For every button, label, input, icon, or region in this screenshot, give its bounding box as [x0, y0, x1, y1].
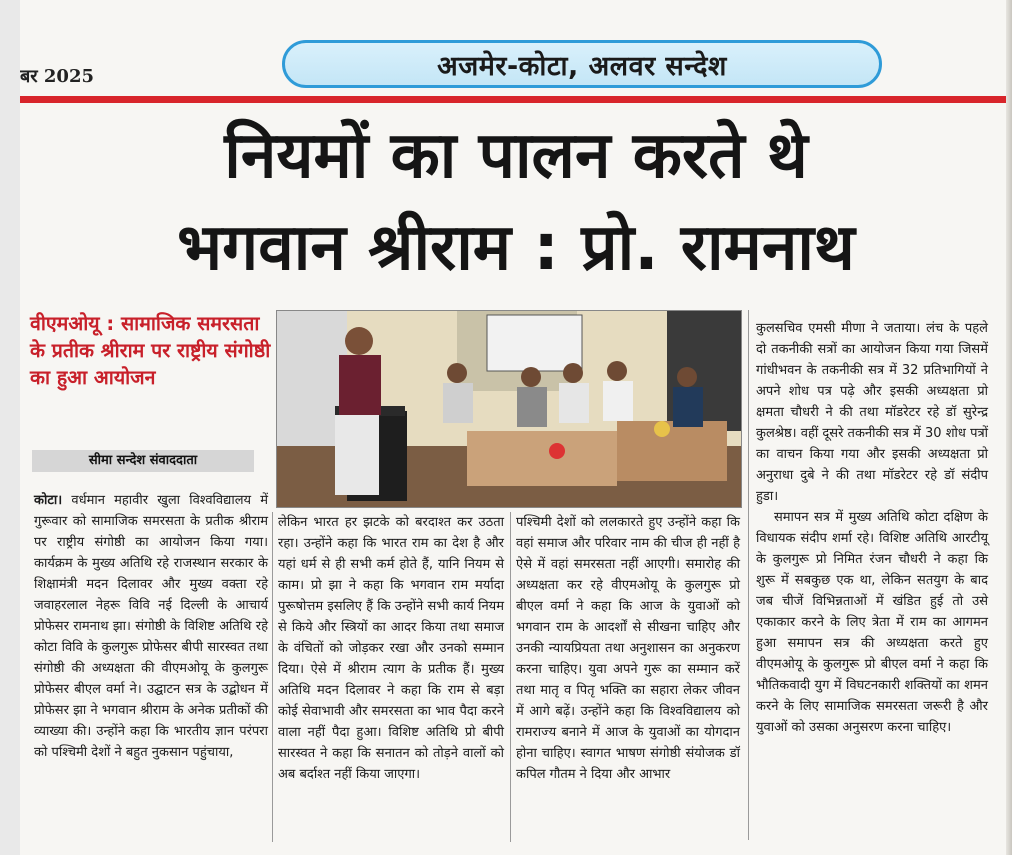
- column-3-text: पश्चिमी देशों को ललकारते हुए उन्होंने कहा कि वहां समाज और परिवार नाम की चीज ही नहीं है ऐसे में वहां समरसता नहीं आएगी। समारोह की अध्यक्षता कर रहे वीएमओयू के कुलगुरू प्रो बीएल वर्मा ने कहा कि आज के युवाओं को भगवान राम के आदर्शों से सीखना चाहिए और उनकी न्यायप्रियता तथा अनुशासन का अनुकरण करना चाहिए। युवा अपने गुरू का सम्मान करें तथा मातृ व पितृ भक्ति का सहारा लेकर जीवन में आगे बढ़ें। उन्होंने कहा कि विश्वविद्यालय को रामराज्य बनाने में आज के युवाओं का योगदान होना चाहिए। स्वागत भाषण संगोष्ठी संयोजक डॉ कपिल गौतम ने दिया और आभार: [516, 515, 740, 782]
- subheadline: वीएमओयू : सामाजिक समरसता के प्रतीक श्रीराम पर राष्ट्रीय संगोष्ठी का हुआ आयोजन: [30, 312, 271, 389]
- column-4-text-2: समापन सत्र में मुख्य अतिथि कोटा दक्षिण के विधायक संदीप शर्मा रहे। विशिष्ट अतिथि आरटीयू के कुलगुरू प्रो निमित रंजन चौधरी ने कहा कि शुरू में सबकुछ एक था, लेकिन सतयुग के बाद जब चीजें विभिन्नताओं में खंडित हुई तो उसे एकाकार करने के लिए त्रेता में राम का आगमन हुआ समापन सत्र की अध्यक्षता करते हुए वीएमओयू के कुलगुरू प्रो बीएल वर्मा ने कहा कि भौतिकवादी युग में विघटनकारी शक्तियों का शमन करने के लिए सामाजिक समरसता जरूरी है और युवाओं को उसका अनुसरण करना चाहिए।: [756, 510, 988, 735]
- column-2-text: लेकिन भारत हर झटके को बरदाश्त कर उठता रहा। उन्होंने कहा कि भारत राम का देश है और यहां धर्म से ही सभी कर्म होते हैं, यानि नियम से काम। प्रो झा ने कहा कि भगवान राम मर्यादा पुरूषोत्तम इसलिए हैं कि उन्होंने सभी कार्य नियम से किये और स्त्रियों का आदर किया तथा समाज के वंचितों को जोड़कर रखा और उनको सम्मान दिया। ऐसे में श्रीराम त्याग के प्रतीक हैं। मुख्य अतिथि मदन दिलावर ने कहा कि राम से बड़ा कोई सेवाभावी और समरसता का भाव पैदा करने वाला नहीं पैदा हुआ। विशिष्ट अतिथि प्रो बीपी सारस्वत ने कहा कि सनातन को तोड़ने वालों को अब बर्दाश्त नहीं किया जाएगा।: [278, 515, 504, 782]
- column-4-text: कुलसचिव एमसी मीणा ने जताया। लंच के पहले दो तकनीकी सत्रों का आयोजन किया गया जिसमें गांधीभवन के तकनीकी सत्र में 32 प्रतिभागियों ने अपने शोध पत्र पढ़े और इसकी अध्यक्षता प्रो क्षमता चौधरी ने की तथा मॉडरेटर रहे डॉ सुरेन्द्र कुलश्रेष्ठ। वहीं दूसरे तकनीकी सत्र में 30 शोध पत्रों का वाचन किया गया और इसकी अध्यक्षता प्रो अनुराधा दुबे ने की तथा मॉडरेटर रहे डॉ संदीप हुडा।: [756, 321, 988, 504]
- column-divider: [272, 512, 273, 842]
- red-divider: [20, 96, 1012, 103]
- headline-line-2: भगवान श्रीराम : प्रो. रामनाथ: [177, 211, 855, 285]
- article-column-2: [278, 512, 504, 785]
- newspaper-page: [20, 0, 1012, 855]
- column-divider: [510, 512, 511, 842]
- article-column-4: [756, 318, 988, 738]
- dateline: कोटा।: [34, 493, 63, 508]
- article-column-3: [516, 512, 740, 785]
- column-divider: [748, 310, 749, 840]
- event-photo-illustration: [277, 311, 741, 507]
- article-column-1: [34, 490, 268, 763]
- column-1-text: वर्धमान महावीर खुला विश्वविद्यालय में गुरूवार को सामाजिक समरसता के प्रतीक श्रीराम पर राष्ट्रीय संगोष्ठी का आयोजन किया गया। कार्यक्रम के मुख्य अतिथि रहे राजस्थान सरकार के शिक्षामंत्री मदन दिलावर और मुख्य वक्ता रहे जवाहरलाल नेहरू विवि नई दिल्ली के आचार्य प्रोफेसर रामनाथ झा। संगोष्ठी के विशिष्ट अतिथि रहे कोटा विवि के कुलगुरू प्रोफेसर बीपी सारस्वत तथा संगोष्ठी की अध्यक्षता की वीएमओयू के कुलगुरू प्रोफेसर बीएल वर्मा ने। उद्घाटन सत्र के उद्बोधन में प्रोफेसर झा ने भगवान श्रीराम के अनेक प्रतीकों की व्याख्या की। उन्होंने कहा कि भारतीय ज्ञान परंपरा को पश्चिमी देशों ने बहुत नुकसान पहुंचाया,: [34, 493, 268, 760]
- section-banner: [282, 40, 882, 88]
- issue-date: बर 2025: [20, 66, 95, 87]
- section-title: अजमेर-कोटा, अलवर सन्देश: [437, 50, 727, 82]
- headline: [20, 110, 1012, 294]
- byline: सीमा सन्देश संवाददाता: [32, 450, 254, 472]
- headline-line-1: नियमों का पालन करते थे: [224, 119, 808, 193]
- event-photo: [276, 310, 742, 508]
